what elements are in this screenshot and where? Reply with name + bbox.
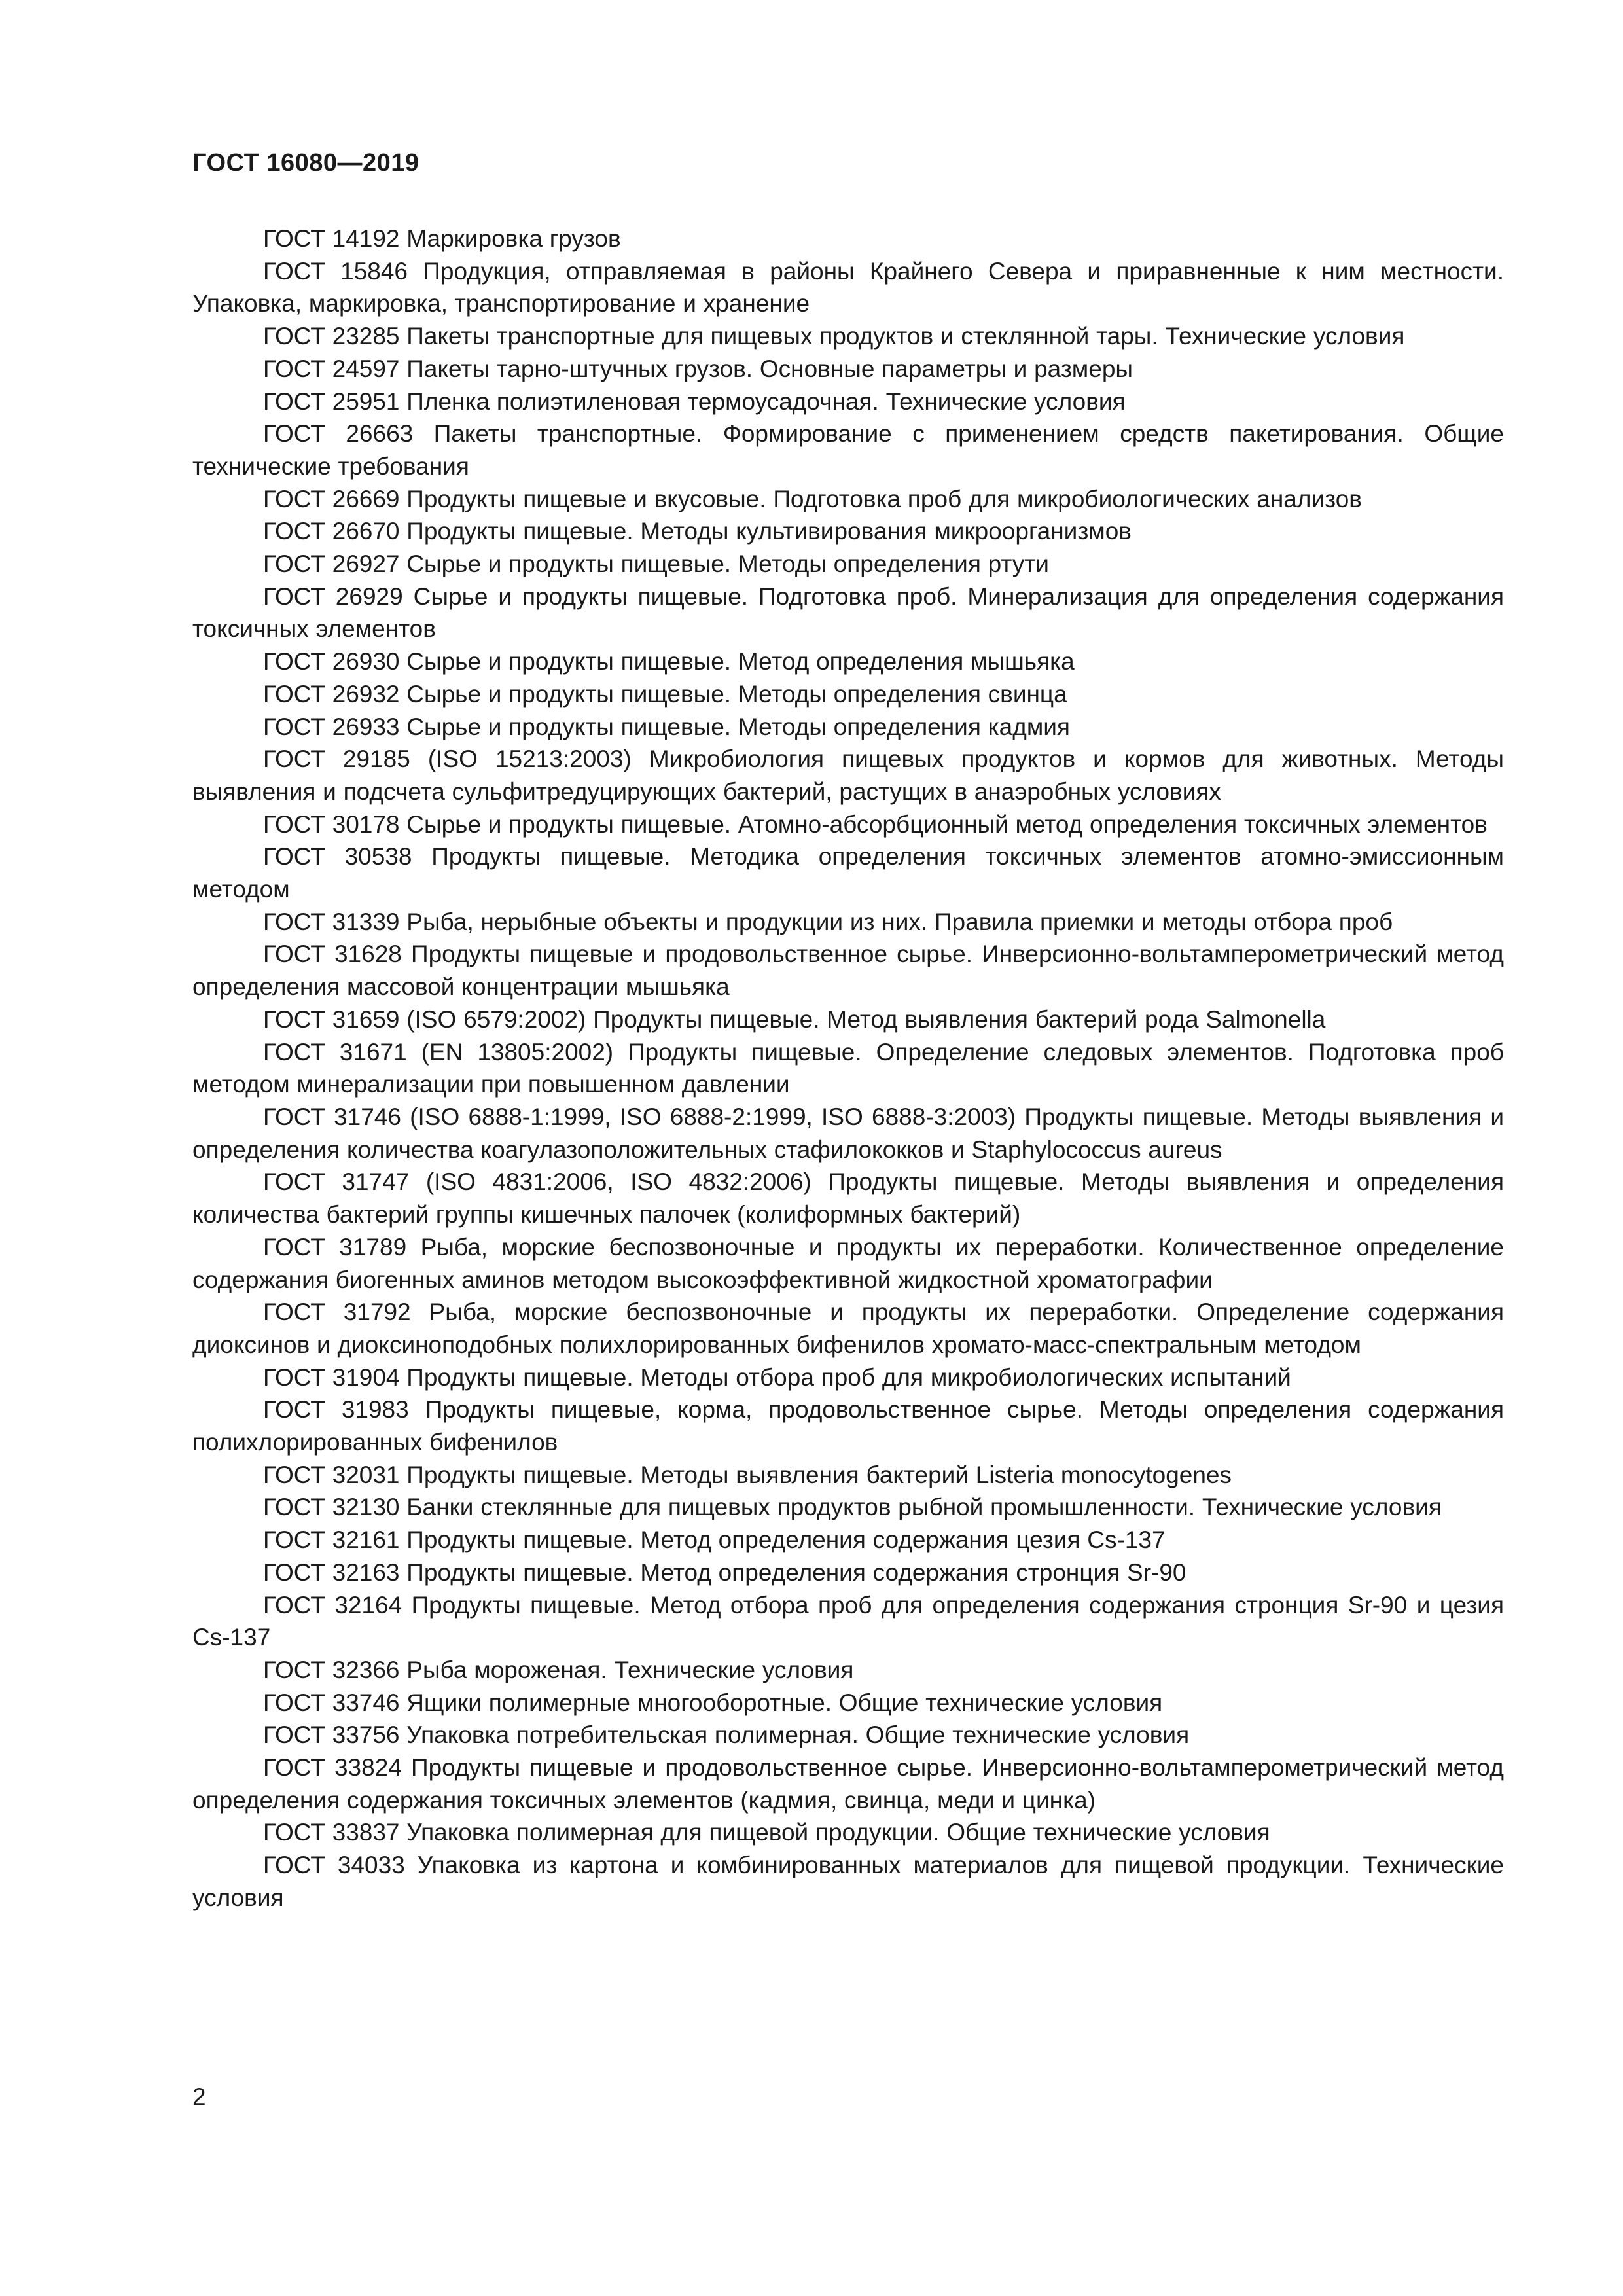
- reference-item: ГОСТ 32161 Продукты пищевые. Метод определения содержания цезия Cs-137: [263, 1526, 1166, 1554]
- reference-item: ГОСТ 33824 Продукты пищевые и продовольственное сырье. Инверсионно-вольтамперометрический метод определения содержания токсичных элементов (кадмия, свинца, меди и цинка): [192, 1754, 1504, 1814]
- reference-item: ГОСТ 26663 Пакеты транспортные. Формирование с применением средств пакетирования. Общие технические требования: [192, 420, 1504, 480]
- reference-item: ГОСТ 31792 Рыба, морские беспозвоночные и продукты их переработки. Определение содержания диоксинов и диоксиноподобных полихлорированных бифенилов хромато-масс-спектральным методом: [192, 1299, 1504, 1358]
- reference-item: ГОСТ 32366 Рыба мороженая. Технические условия: [263, 1656, 854, 1683]
- reference-item: ГОСТ 31904 Продукты пищевые. Методы отбора проб для микробиологических испытаний: [263, 1363, 1291, 1391]
- reference-item: ГОСТ 26670 Продукты пищевые. Методы культивирования микроорганизмов: [263, 518, 1132, 545]
- reference-item: ГОСТ 26932 Сырье и продукты пищевые. Методы определения свинца: [263, 680, 1067, 708]
- reference-item: ГОСТ 31746 (ISO 6888-1:1999, ISO 6888-2:1999, ISO 6888-3:2003) Продукты пищевые. Методы выявления и определения количества коагулазоположительных стафилококков и Staphylococcus aureus: [192, 1103, 1504, 1163]
- reference-item: ГОСТ 31747 (ISO 4831:2006, ISO 4832:2006) Продукты пищевые. Методы выявления и определения количества бактерий группы кишечных палочек (колиформных бактерий): [192, 1168, 1504, 1229]
- reference-item: ГОСТ 26930 Сырье и продукты пищевые. Метод определения мышьяка: [263, 648, 1075, 675]
- page-number: 2: [192, 2083, 206, 2110]
- reference-item: ГОСТ 26669 Продукты пищевые и вкусовые. Подготовка проб для микробиологических анализов: [263, 485, 1362, 512]
- reference-item: ГОСТ 14192 Маркировка грузов: [263, 225, 621, 252]
- reference-item: ГОСТ 15846 Продукция, отправляемая в районы Крайнего Севера и приравненные к ним местности. Упаковка, маркировка, транспортирование и хранение: [192, 257, 1504, 317]
- reference-item: ГОСТ 29185 (ISO 15213:2003) Микробиология пищевых продуктов и кормов для животных. Методы выявления и подсчета сульфитредуцирующих бактерий, растущих в анаэробных условиях: [192, 745, 1504, 805]
- reference-item: ГОСТ 32163 Продукты пищевые. Метод определения содержания стронция Sr-90: [263, 1558, 1186, 1586]
- reference-item: ГОСТ 30178 Сырье и продукты пищевые. Атомно-абсорбционный метод определения токсичных элементов: [263, 810, 1488, 838]
- reference-item: ГОСТ 33746 Ящики полимерные многооборотные. Общие технические условия: [263, 1689, 1163, 1716]
- reference-item: ГОСТ 32164 Продукты пищевые. Метод отбора проб для определения содержания стронция Sr-90 и цезия Cs-137: [192, 1591, 1504, 1651]
- reference-item: ГОСТ 23285 Пакеты транспортные для пищевых продуктов и стеклянной тары. Технические условия: [263, 323, 1405, 350]
- reference-item: ГОСТ 26933 Сырье и продукты пищевые. Методы определения кадмия: [263, 713, 1070, 740]
- reference-item: ГОСТ 31789 Рыба, морские беспозвоночные и продукты их переработки. Количественное определение содержания биогенных аминов методом высокоэффективной жидкостной хроматографии: [192, 1233, 1504, 1293]
- reference-item: ГОСТ 32031 Продукты пищевые. Методы выявления бактерий Listeria monocytogenes: [263, 1461, 1232, 1488]
- reference-item: ГОСТ 26927 Сырье и продукты пищевые. Методы определения ртути: [263, 550, 1049, 578]
- reference-item: ГОСТ 33837 Упаковка полимерная для пищевой продукции. Общие технические условия: [263, 1819, 1270, 1846]
- reference-item: ГОСТ 32130 Банки стеклянные для пищевых продуктов рыбной промышленности. Технические условия: [263, 1494, 1442, 1521]
- reference-item: ГОСТ 30538 Продукты пищевые. Методика определения токсичных элементов атомно-эмиссионным методом: [192, 843, 1504, 903]
- reference-item: ГОСТ 25951 Пленка полиэтиленовая термоусадочная. Технические условия: [263, 387, 1126, 415]
- reference-item: ГОСТ 31339 Рыба, нерыбные объекты и продукции из них. Правила приемки и методы отбора проб: [263, 908, 1393, 935]
- reference-item: ГОСТ 31671 (EN 13805:2002) Продукты пищевые. Определение следовых элементов. Подготовка проб методом минерализации при повышенном давлении: [192, 1038, 1504, 1098]
- reference-item: ГОСТ 31983 Продукты пищевые, корма, продовольственное сырье. Методы определения содержания полихлорированных бифенилов: [192, 1396, 1504, 1456]
- reference-item: ГОСТ 34033 Упаковка из картона и комбинированных материалов для пищевой продукции. Технические условия: [192, 1852, 1504, 1911]
- reference-item: ГОСТ 31628 Продукты пищевые и продовольственное сырье. Инверсионно-вольтамперометрический метод определения массовой концентрации мышьяка: [192, 941, 1504, 1001]
- reference-item: ГОСТ 26929 Сырье и продукты пищевые. Подготовка проб. Минерализация для определения содержания токсичных элементов: [192, 583, 1504, 643]
- standard-header: ГОСТ 16080—2019: [192, 149, 419, 177]
- reference-item: ГОСТ 33756 Упаковка потребительская полимерная. Общие технические условия: [263, 1721, 1190, 1749]
- reference-item: ГОСТ 31659 (ISO 6579:2002) Продукты пищевые. Метод выявления бактерий рода Salmonella: [263, 1005, 1326, 1033]
- reference-item: ГОСТ 24597 Пакеты тарно-штучных грузов. Основные параметры и размеры: [263, 355, 1133, 382]
- normative-references-list: [192, 223, 1504, 1914]
